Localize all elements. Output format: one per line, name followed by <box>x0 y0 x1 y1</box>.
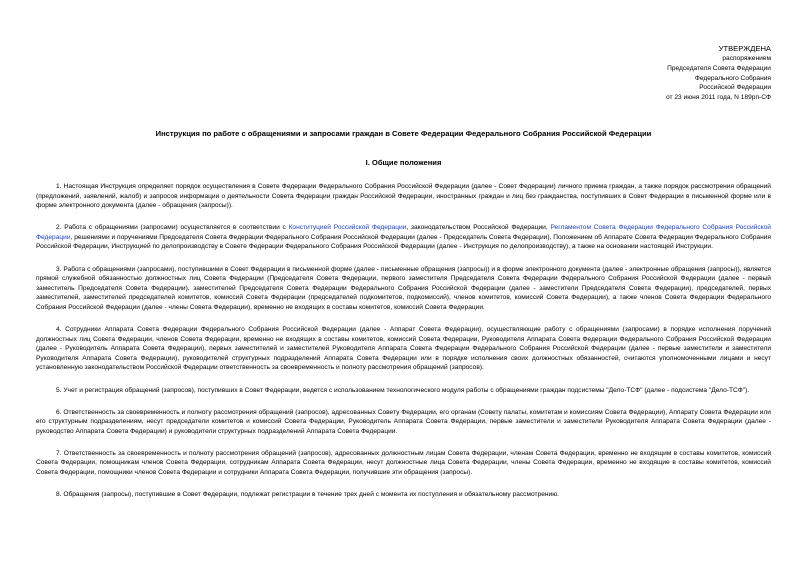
approval-line: распоряжением <box>722 55 771 62</box>
paragraph-2-text: , решениями и поручениями Председателя Совета Федерации Федерального Собрания Российской Федерации (далее - Председатель Совета Федерации), Положением об Аппарате Совета Федерации Федерального Собрания Российской Федерации, Инструкцией по делопроизводству в Совете Федерации Федерального Собрания Российской Федерации (далее - Инструкция по делопроизводству), а также на основании настоящей Инструкции. <box>36 233 771 251</box>
paragraph-1: 1. Настоящая Инструкция определяет порядок осуществления в Совете Федерации Федерального Собрания Российской Федерации (далее - Совет Федерации) личного приема граждан, а также порядок рассмотрения обращений (предложений, заявлений, жалоб) и запросов информации о деятельности Совета Федерации граждан Российской Федерации, иностранных граждан и лиц без гражданства, поступивших в Совет Федерации в письменной форме или в форме электронного документа (далее - обращения (запросы)). <box>36 183 771 210</box>
paragraph-6: 6. Ответственность за своевременность и полноту рассмотрения обращений (запросов), адресованных Совету Федерации, его органам (Совету палаты, комитетам и комиссиям Совета Федерации), Аппарату Совета Федерации или его структурным подразделениям, несут председатели комитетов и комиссий Совета Федерации, Руководитель Аппарата Совета Федерации, первые заместители и заместители Руководителя Аппарата Совета Федерации (далее - руководство Аппарата Совета Федерации) и руководители структурных подразделений Аппарата Совета Федерации. <box>36 408 771 435</box>
document-title: Инструкция по работе с обращениями и запросами граждан в Совете Федерации Федерального Собрания Российской Федерации <box>155 129 652 138</box>
approval-block <box>571 44 771 103</box>
paragraph-5: 5. Учет и регистрация обращений (запросов), поступивших в Совет Федерации, ведется с использованием технологического модуля работы с обращениями граждан подсистемы "Дело-ТСФ" (далее - подсистема "Дело-ТСФ"). <box>56 386 750 394</box>
approval-line: Федерального Собрания <box>694 74 771 82</box>
approval-line: от 23 июня 2011 года, N 189рп-СФ <box>666 94 771 102</box>
paragraph-2-text: 2. Работа с обращениями (запросами) осуществляется в соответствии с <box>56 224 289 232</box>
section-title: I. Общие положения <box>365 158 442 167</box>
approval-line: Председателя Совета Федерации <box>667 64 771 72</box>
document-body <box>36 182 771 512</box>
paragraph-4: 4. Сотрудники Аппарата Совета Федерации Федерального Собрания Российской Федерации (далее - Аппарат Совета Федерации), осуществляющие работу с обращениями (запросами) в порядке исполнения поручений должностных лиц Совета Федерации, членов Совета Федерации, временно не входящих в составы комитетов, комиссий Совета Федерации, Руководителя Аппарата Совета Федерации Федерального Собрания Российской Федерации (далее - Руководитель Аппарата Совета Федерации), первых заместителей и заместителей Руководителя Аппарата Совета Федерации Федерального Собрания Российской Федерации (далее - первые заместители и заместители Руководителя Аппарата Совета Федерации), руководителей структурных подразделений Аппарата Совета Федерации или в порядке исполнения своих должностных обязанностей, считаются уполномоченными лицами и несут установленную законодательством Российской Федерации ответственность за своевременность и полноту рассмотрения обращений (запросов). <box>36 326 771 372</box>
paragraph-7: 7. Ответственность за своевременность и полноту рассмотрения обращений (запросов), адресованных должностным лицам Совета Федерации, членам Совета Федерации, временно не входящим в составы комитетов, комиссий Совета Федерации, помощникам членов Совета Федерации, сотрудникам Аппарата Совета Федерации, несут должностные лица Совета Федерации, члены Совета Федерации, временно не входящие в составы комитетов, комиссий Совета Федерации, помощники членов Совета Федерации и сотрудники Аппарата Совета Федерации, получившие эти обращения (запросы). <box>36 449 771 477</box>
approval-head: УТВЕРЖДЕНА <box>718 44 771 53</box>
approval-line: Российской Федерации <box>699 84 771 92</box>
paragraph-2 <box>36 223 771 252</box>
constitution-link[interactable]: Конституцией Российской Федерации <box>288 224 407 232</box>
regulations-link[interactable]: Регламентом Совета Федерации Федерального Собрания Российской Федерации <box>36 224 771 241</box>
paragraph-2-text: , законодательством Российской Федерации, <box>406 224 551 232</box>
paragraph-8: 8. Обращения (запросы), поступившие в Совет Федерации, подлежат регистрации в течение трех дней с момента их поступления и обязательному рассмотрению. <box>56 491 559 499</box>
paragraph-3: 3. Работа с обращениями (запросами), поступившими в Совет Федерации в письменной форме (далее - письменные обращения (запросы)) и в форме электронного документа (далее - электронные обращения (запросы)), является прямой служебной обязанностью должностных лиц Совета Федерации (Председателя Совета Федерации, первого заместителя Председателя Совета Федерации Федерального Собрания Российской Федерации (далее - первый заместитель Председателя Совета Федерации), заместителей Председателя Совета Федерации Федерального Собрания Российской Федерации (далее - заместители Председателя Совета Федерации), председателей, первых заместителей, заместителей председателей комитетов, комиссий Совета Федерации (председателей подкомитетов, подкомиссий), членов комитетов, комиссий Совета Федерации), а также членов Совета Федерации Федерального Собрания Российской Федерации (далее - члены Совета Федерации), временно не входящих в составы комитетов, комиссий Совета Федерации. <box>36 265 771 311</box>
